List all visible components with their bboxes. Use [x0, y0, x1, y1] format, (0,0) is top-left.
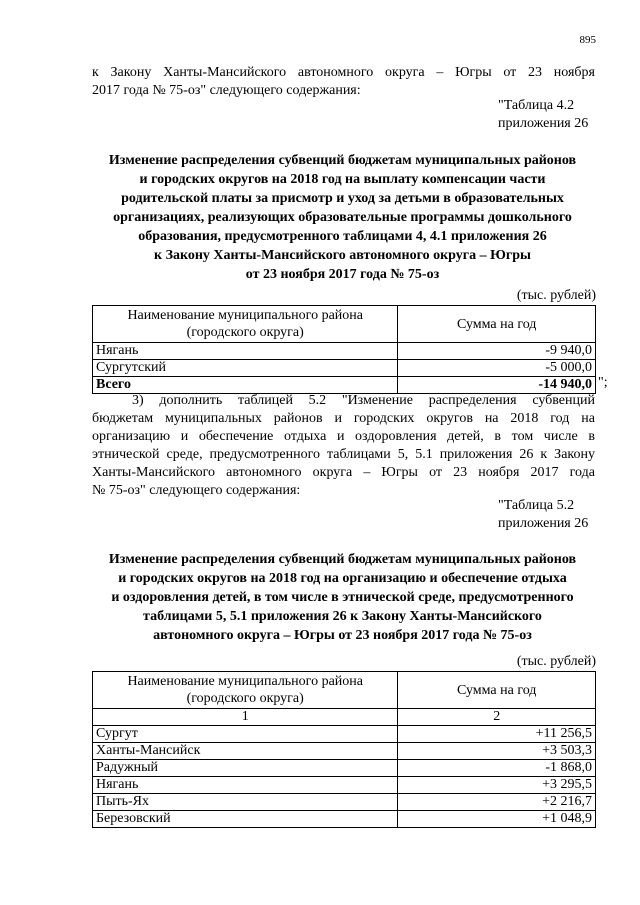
total-label: Всего	[93, 377, 398, 394]
table-header-row	[93, 672, 596, 709]
table-row	[93, 811, 596, 828]
text-line: бюджетам муниципальных районов и городских округов на 2018 год на	[92, 411, 595, 426]
table-reference	[498, 97, 588, 133]
column-number-row	[93, 709, 596, 726]
table-ref-line: "Таблица 4.2	[498, 98, 575, 113]
district-sum: +1 048,9	[398, 811, 596, 828]
header-cell	[93, 672, 398, 709]
column-number: 1	[93, 709, 398, 726]
table2-heading	[80, 550, 605, 645]
heading-line: родительской платы за присмотр и уход за детьми в образовательных	[121, 191, 564, 206]
header-text: Наименование муниципального района	[127, 674, 363, 689]
district-sum: +11 256,5	[398, 726, 596, 743]
table-reference	[498, 497, 588, 533]
intro-paragraph	[92, 64, 595, 100]
header-cell: Сумма на год	[398, 306, 596, 343]
district-name: Нягань	[93, 777, 398, 794]
table-ref-line: "Таблица 5.2	[498, 498, 575, 513]
table1	[92, 305, 596, 394]
closing-quote: ";	[598, 375, 608, 390]
district-sum: -1 868,0	[398, 760, 596, 777]
table-row	[93, 343, 596, 360]
table-row	[93, 726, 596, 743]
table2	[92, 671, 596, 828]
table-row	[93, 777, 596, 794]
district-name: Ханты-Мансийск	[93, 743, 398, 760]
district-name: Сургутский	[93, 360, 398, 377]
heading-line: и городских округов на 2018 год на выплату компенсации части	[139, 172, 546, 187]
heading-line: от 23 ноября 2017 года № 75-оз	[245, 267, 440, 282]
table-row	[93, 360, 596, 377]
heading-line: организациях, реализующих образовательные программы дошкольного	[113, 210, 572, 225]
district-name: Березовский	[93, 811, 398, 828]
heading-line: Изменение распределения субвенций бюджетам муниципальных районов	[108, 552, 577, 567]
table-row	[93, 760, 596, 777]
table1-heading	[80, 151, 605, 284]
header-text: (городского округа)	[186, 325, 304, 340]
heading-line: таблицами 5, 5.1 приложения 26 к Закону Ханты-Мансийского	[143, 609, 542, 624]
table-ref-line: приложения 26	[498, 116, 589, 131]
header-cell: Сумма на год	[398, 672, 596, 709]
text-line: Ханты-Мансийского автономного округа – Югры от 23 ноября 2017 года	[92, 465, 595, 480]
header-cell	[93, 306, 398, 343]
text-line: к Закону Ханты-Мансийского автономного округа – Югры от 23 ноября	[92, 65, 595, 80]
heading-line: к Закону Ханты-Мансийского автономного округа – Югры	[154, 248, 531, 263]
table-row	[93, 743, 596, 760]
heading-line: автономного округа – Югры от 23 ноября 2017 года № 75-оз	[153, 628, 532, 643]
district-sum: +2 216,7	[398, 794, 596, 811]
total-sum: -14 940,0	[398, 377, 596, 394]
heading-line: и оздоровления детей, в том числе в этнической среде, предусмотренного	[111, 590, 574, 605]
unit-label: (тыс. рублей)	[516, 288, 596, 303]
table-row	[93, 794, 596, 811]
text-line: этнической среде, предусмотренного таблицами 5, 5.1 приложения 26 к Закону	[92, 447, 595, 462]
table-total-row	[93, 377, 596, 394]
column-number: 2	[398, 709, 596, 726]
text-line: организацию и обеспечение отдыха и оздоровления детей, в том числе в	[92, 429, 595, 444]
table-header-row	[93, 306, 596, 343]
district-sum: +3 503,3	[398, 743, 596, 760]
header-text: (городского округа)	[186, 691, 304, 706]
district-name: Нягань	[93, 343, 398, 360]
text-line: 2017 года № 75-оз" следующего содержания:	[92, 83, 361, 98]
table-ref-line: приложения 26	[498, 516, 589, 531]
district-sum: -5 000,0	[398, 360, 596, 377]
district-name: Пыть-Ях	[93, 794, 398, 811]
heading-line: и городских округов на 2018 год на организацию и обеспечение отдыха	[118, 571, 567, 586]
text-line: № 75-оз" следующего содержания:	[92, 483, 301, 498]
district-name: Сургут	[93, 726, 398, 743]
text-line: 3) дополнить таблицей 5.2 "Изменение распределения субвенций	[132, 393, 595, 408]
district-sum: +3 295,5	[398, 777, 596, 794]
heading-line: Изменение распределения субвенций бюджетам муниципальных районов	[108, 153, 577, 168]
district-sum: -9 940,0	[398, 343, 596, 360]
district-name: Радужный	[93, 760, 398, 777]
amendment-paragraph	[92, 392, 595, 500]
page-number: 895	[579, 34, 596, 46]
heading-line: образования, предусмотренного таблицами 4, 4.1 приложения 26	[138, 229, 547, 244]
unit-label: (тыс. рублей)	[516, 654, 596, 669]
header-text: Наименование муниципального района	[127, 308, 363, 323]
